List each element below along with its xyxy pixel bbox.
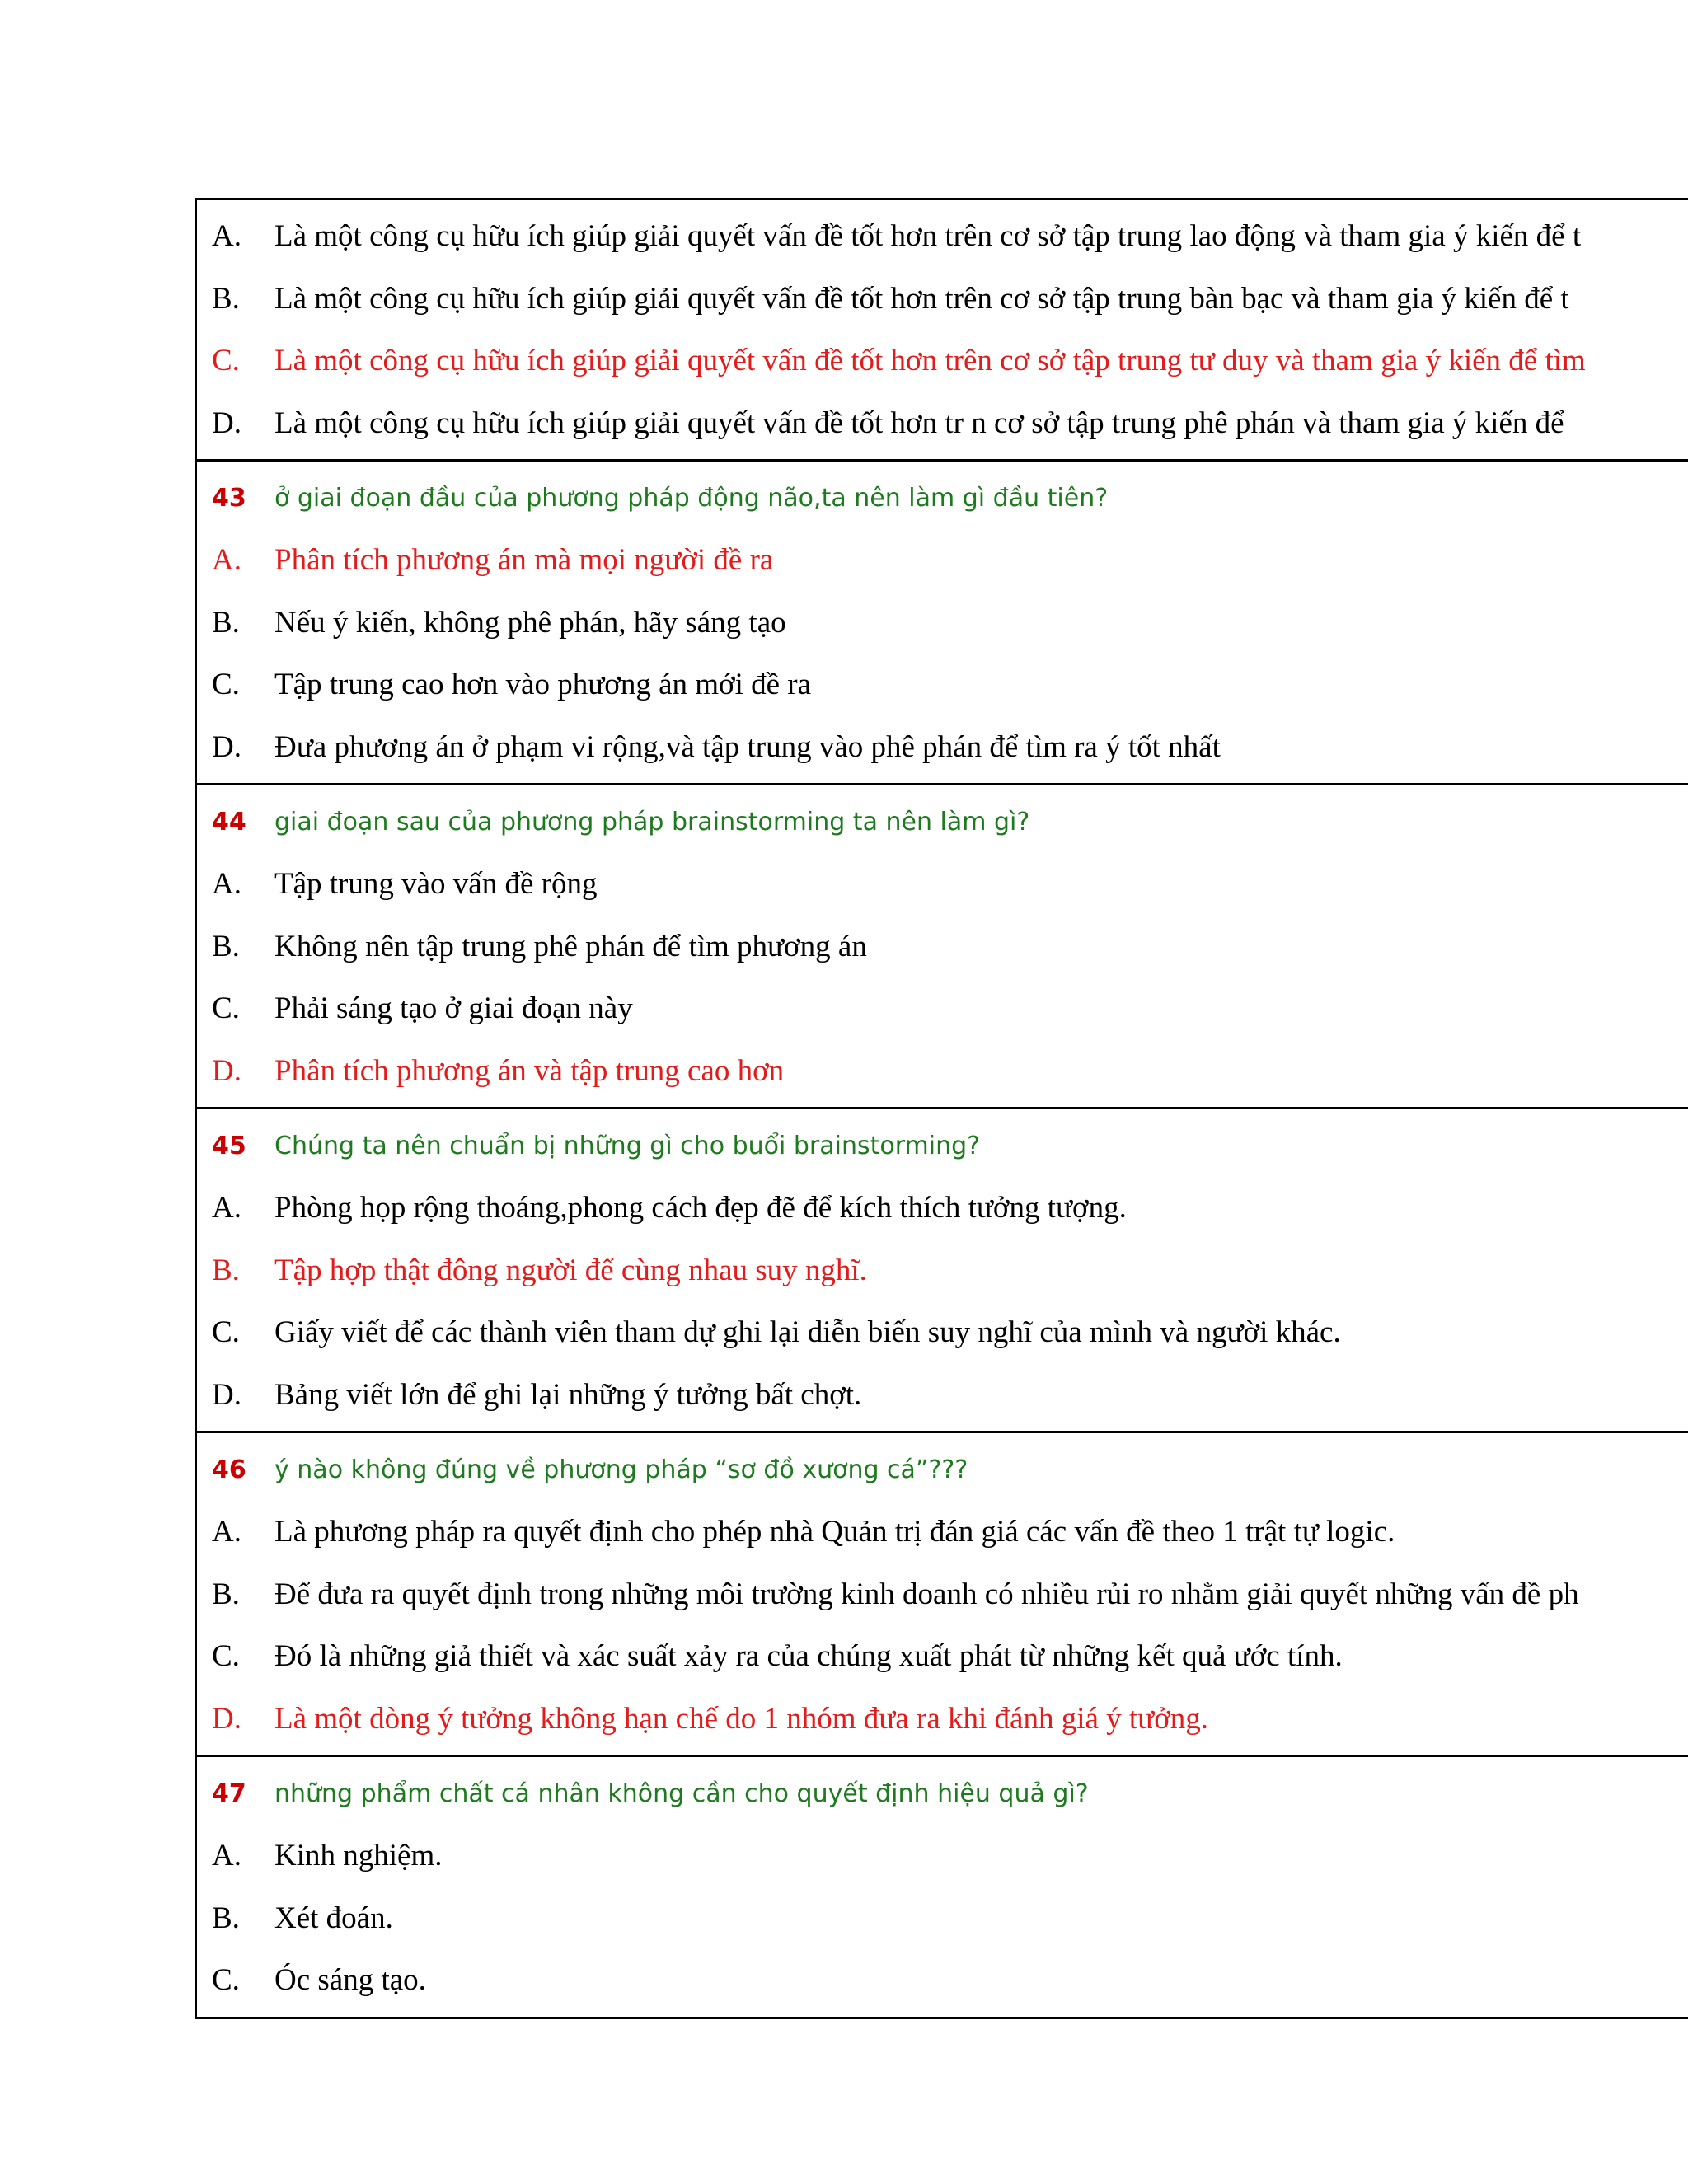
question-text: ở giai đoạn đầu của phương pháp động não,ta nên làm gì đầu tiên? xyxy=(274,483,1109,513)
option-text: Óc sáng tạo. xyxy=(274,1963,426,1998)
option-letter: C. xyxy=(212,344,240,378)
question-block-47 xyxy=(197,1757,1688,2019)
option-letter: C. xyxy=(212,991,240,1026)
question-number: 47 xyxy=(212,1779,246,1808)
question-number: 46 xyxy=(212,1455,246,1484)
option-text: Để đưa ra quyết định trong những môi trường kinh doanh có nhiều rủi ro nhằm giải quyết những vấn đề ph xyxy=(274,1577,1579,1611)
option-letter: D. xyxy=(212,1053,241,1088)
answer-option-b xyxy=(197,268,1688,330)
question-header xyxy=(197,1114,1688,1177)
option-letter: D. xyxy=(212,1701,241,1736)
answer-option-b xyxy=(197,916,1688,978)
option-letter: C. xyxy=(212,668,240,702)
option-text: Tập trung cao hơn vào phương án mới đề ra xyxy=(274,668,812,702)
answer-option-c xyxy=(197,1301,1688,1364)
answer-option-a xyxy=(197,529,1688,592)
quiz-table xyxy=(195,198,1688,2019)
answer-option-a xyxy=(197,1825,1688,1887)
option-text: Là một công cụ hữu ích giúp giải quyết vấn đề tốt hơn trên cơ sở tập trung bàn bạc và tham gia ý kiến để t xyxy=(274,281,1569,316)
question-block-46 xyxy=(197,1433,1688,1757)
option-text: Phải sáng tạo ở giai đoạn này xyxy=(274,991,633,1026)
question-text: Chúng ta nên chuẩn bị những gì cho buổi brainstorming? xyxy=(274,1131,981,1160)
answer-option-d xyxy=(197,1040,1688,1103)
option-text: Tập hợp thật đông người để cùng nhau suy nghĩ. xyxy=(274,1253,867,1287)
option-letter: A. xyxy=(212,1191,241,1226)
question-block-43 xyxy=(197,462,1688,785)
option-text: Phân tích phương án mà mọi người đề ra xyxy=(274,543,774,578)
option-text: Là một công cụ hữu ích giúp giải quyết vấn đề tốt hơn trên cơ sở tập trung lao động và tham gia ý kiến để t xyxy=(274,219,1582,254)
option-letter: D. xyxy=(212,1377,241,1412)
option-letter: A. xyxy=(212,867,241,902)
option-text: Là một công cụ hữu ích giúp giải quyết vấn đề tốt hơn trên cơ sở tập trung tư duy và tham gia ý kiến để tìm xyxy=(274,344,1586,378)
option-letter: D. xyxy=(212,405,241,440)
option-text: Là một công cụ hữu ích giúp giải quyết vấn đề tốt hơn tr n cơ sở tập trung phê phán và tham gia ý kiến để xyxy=(274,405,1564,440)
answer-option-b xyxy=(197,1240,1688,1302)
question-text: ý nào không đúng về phương pháp “sơ đồ xương cá”??? xyxy=(274,1455,968,1484)
answer-option-c xyxy=(197,1625,1688,1688)
question-block-continued xyxy=(197,200,1688,462)
answer-option-c xyxy=(197,977,1688,1040)
option-letter: A. xyxy=(212,543,241,578)
option-letter: C. xyxy=(212,1315,240,1350)
question-number: 45 xyxy=(212,1131,246,1160)
answer-option-a xyxy=(197,205,1688,268)
option-letter: B. xyxy=(212,1900,240,1935)
option-text: Phân tích phương án và tập trung cao hơn xyxy=(274,1053,785,1088)
answer-option-b xyxy=(197,1563,1688,1626)
question-header xyxy=(197,1762,1688,1825)
option-letter: A. xyxy=(212,219,241,254)
question-header xyxy=(197,790,1688,853)
option-letter: B. xyxy=(212,1253,240,1287)
option-text: Bảng viết lớn để ghi lại những ý tưởng bất chợt. xyxy=(274,1377,862,1412)
answer-option-d xyxy=(197,1688,1688,1750)
question-block-44 xyxy=(197,785,1688,1109)
option-text: Không nên tập trung phê phán để tìm phương án xyxy=(274,929,867,963)
option-text: Là một dòng ý tưởng không hạn chế do 1 nhóm đưa ra khi đánh giá ý tưởng. xyxy=(274,1701,1209,1736)
option-letter: B. xyxy=(212,605,240,640)
option-text: Đưa phương án ở phạm vi rộng,và tập trung vào phê phán để tìm ra ý tốt nhất xyxy=(274,729,1221,764)
option-text: Là phương pháp ra quyết định cho phép nhà Quản trị đán giá các vấn đề theo 1 trật tự logic. xyxy=(274,1515,1395,1549)
answer-option-b xyxy=(197,1887,1688,1950)
question-header xyxy=(197,1438,1688,1501)
answer-option-d xyxy=(197,392,1688,455)
question-number: 44 xyxy=(212,807,246,837)
answer-option-d xyxy=(197,1364,1688,1427)
option-letter: C. xyxy=(212,1963,240,1998)
option-letter: B. xyxy=(212,281,240,316)
option-letter: A. xyxy=(212,1515,241,1549)
option-text: Kinh nghiệm. xyxy=(274,1839,443,1873)
answer-option-c xyxy=(197,330,1688,392)
answer-option-a xyxy=(197,853,1688,916)
answer-option-d xyxy=(197,716,1688,779)
answer-option-c xyxy=(197,654,1688,716)
option-letter: B. xyxy=(212,1577,240,1611)
question-text: giai đoạn sau của phương pháp brainstorming ta nên làm gì? xyxy=(274,807,1030,837)
option-letter: C. xyxy=(212,1639,240,1674)
answer-option-c xyxy=(197,1949,1688,2012)
option-text: Đó là những giả thiết và xác suất xảy ra của chúng xuất phát từ những kết quả ước tính. xyxy=(274,1639,1343,1674)
option-letter: B. xyxy=(212,929,240,963)
option-letter: A. xyxy=(212,1839,241,1873)
option-text: Phòng họp rộng thoáng,phong cách đẹp đẽ để kích thích tưởng tượng. xyxy=(274,1191,1127,1226)
answer-option-a xyxy=(197,1501,1688,1563)
option-text: Tập trung vào vấn đề rộng xyxy=(274,867,598,902)
option-text: Nếu ý kiến, không phê phán, hãy sáng tạo xyxy=(274,605,786,640)
option-text: Xét đoán. xyxy=(274,1900,393,1935)
question-block-45 xyxy=(197,1109,1688,1433)
question-header xyxy=(197,466,1688,529)
question-number: 43 xyxy=(212,483,246,513)
answer-option-b xyxy=(197,592,1688,654)
answer-option-a xyxy=(197,1177,1688,1240)
option-letter: D. xyxy=(212,729,241,764)
question-text: những phẩm chất cá nhân không cần cho quyết định hiệu quả gì? xyxy=(274,1779,1089,1808)
option-text: Giấy viết để các thành viên tham dự ghi lại diễn biến suy nghĩ của mình và người khác. xyxy=(274,1315,1341,1350)
